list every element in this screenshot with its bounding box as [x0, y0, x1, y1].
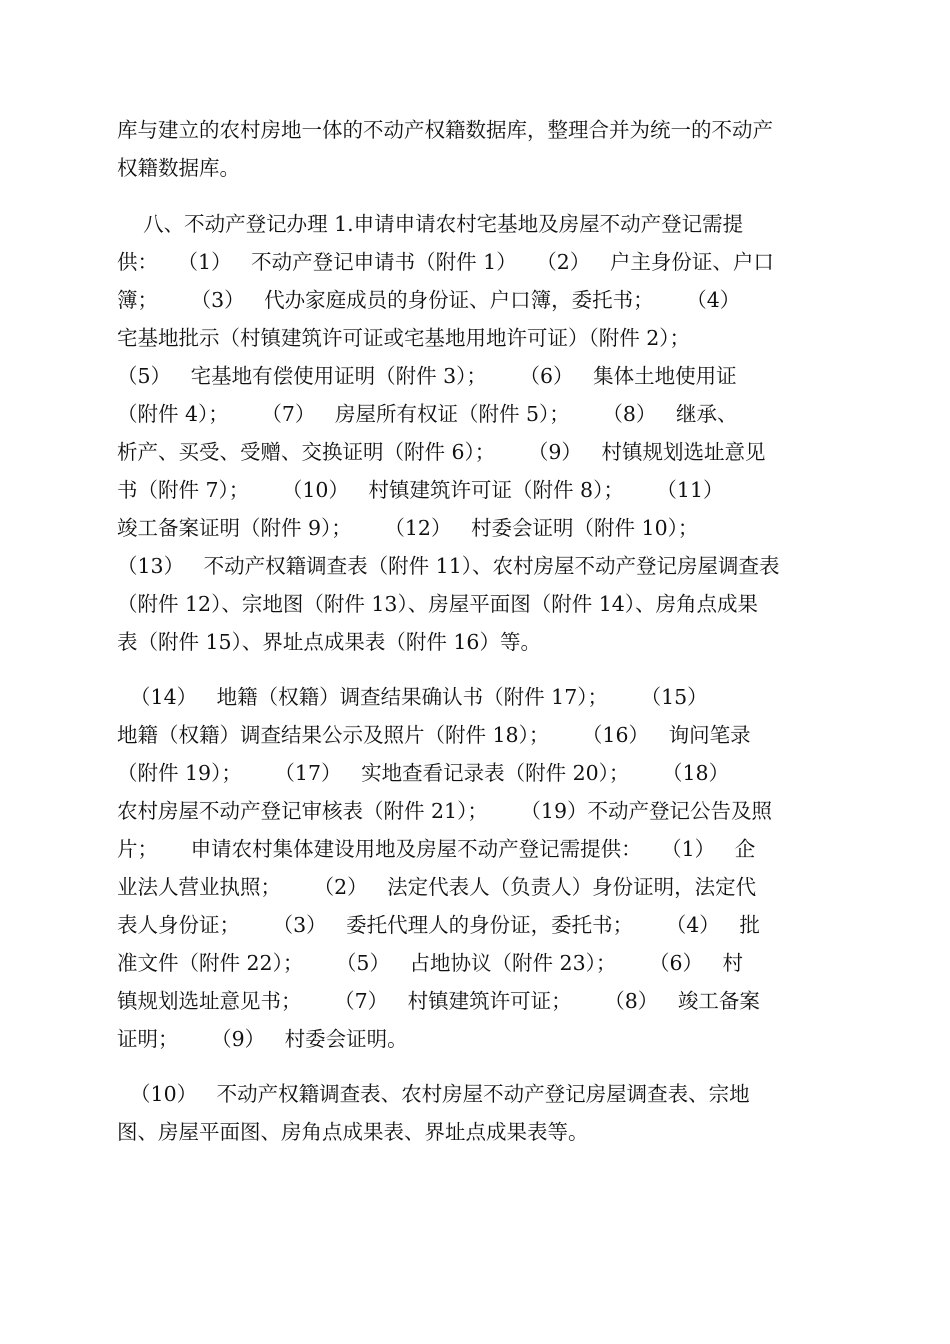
text-line: （附件 4）； （7） 房屋所有权证（附件 5）； （8） 继承、 — [117, 402, 738, 426]
text-line: 业法人营业执照； （2） 法定代表人（负责人）身份证明，法定代 — [117, 875, 757, 899]
text-line: （5） 宅基地有偿使用证明（附件 3）； （6） 集体土地使用证 — [117, 364, 737, 388]
text-line: 八、不动产登记办理 1.申请申请农村宅基地及房屋不动产登记需提 — [117, 212, 744, 236]
text-line: （10） 不动产权籍调查表、农村房屋不动产登记房屋调查表、宗地 — [117, 1082, 750, 1106]
text-line: 图、房屋平面图、房角点成果表、界址点成果表等。 — [117, 1120, 589, 1144]
text-line: （13） 不动产权籍调查表（附件 11）、农村房屋不动产登记房屋调查表 — [117, 554, 780, 578]
text-line: 簿； （3） 代办家庭成员的身份证、户口簿，委托书； （4） — [117, 288, 741, 312]
text-line: 析产、买受、受赠、交换证明（附件 6）； （9） 村镇规划选址意见 — [117, 440, 766, 464]
text-line: 书（附件 7）； （10） 村镇建筑许可证（附件 8）； （11） — [117, 478, 724, 502]
text-line: 库与建立的农村房地一体的不动产权籍数据库，整理合并为统一的不动产 — [117, 118, 773, 142]
text-line: 准文件（附件 22）； （5） 占地协议（附件 23）； （6） 村 — [117, 951, 744, 975]
text-line: 供： （1） 不动产登记申请书（附件 1） （2） 户主身份证、户口 — [117, 250, 774, 274]
text-line: 农村房屋不动产登记审核表（附件 21）； （19）不动产登记公告及照 — [117, 799, 773, 823]
text-line: 表人身份证； （3） 委托代理人的身份证，委托书； （4） 批 — [117, 913, 760, 937]
text-line: （附件 19）； （17） 实地查看记录表（附件 20）； （18） — [117, 761, 730, 785]
text-line: 权籍数据库。 — [117, 156, 240, 180]
text-line: （附件 12）、宗地图（附件 13）、房屋平面图（附件 14）、房角点成果 — [117, 592, 759, 616]
text-line: （14） 地籍（权籍）调查结果确认书（附件 17）； （15） — [117, 685, 708, 709]
text-line: 证明； （9） 村委会证明。 — [117, 1027, 408, 1051]
text-line: 竣工备案证明（附件 9）； （12） 村委会证明（附件 10）； — [117, 516, 699, 540]
text-line: 片； 申请农村集体建设用地及房屋不动产登记需提供： （1） 企 — [117, 837, 756, 861]
text-line: 表（附件 15）、界址点成果表（附件 16）等。 — [117, 630, 541, 654]
text-line: 镇规划选址意见书； （7） 村镇建筑许可证； （8） 竣工备案 — [117, 989, 760, 1013]
text-line: 地籍（权籍）调查结果公示及照片（附件 18）； （16） 询问笔录 — [117, 723, 751, 747]
text-line: 宅基地批示（村镇建筑许可证或宅基地用地许可证）（附件 2）； — [117, 326, 691, 350]
